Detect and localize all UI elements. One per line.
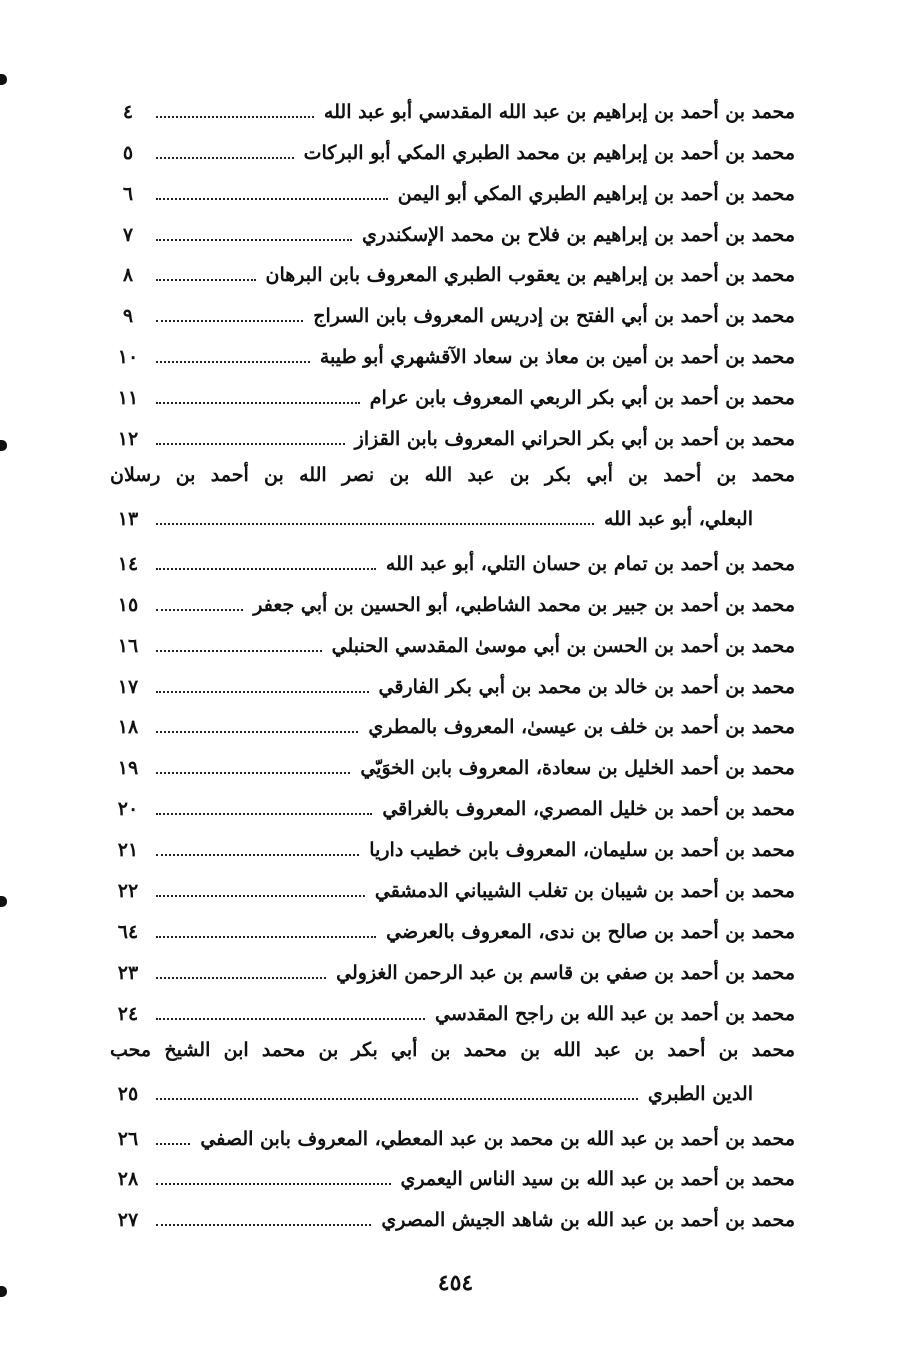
index-entry: [110, 168, 795, 209]
entry-title: محمد بن أحمد بن شيبان بن تغلب الشيباني الدمشقي: [374, 880, 795, 903]
index-entry: [110, 413, 795, 454]
dot-leader: [156, 568, 376, 570]
entry-title: محمد بن أحمد بن عبد الله بن سيد الناس اليعمري: [400, 1168, 795, 1191]
index-entry: [110, 331, 795, 372]
entry-title: محمد بن أحمد بن عبد الله بن راجح المقدسي: [435, 1002, 795, 1025]
entry-page-number: ٥: [122, 141, 134, 164]
entry-page-number: ٢٥: [117, 1082, 139, 1105]
entry-title: محمد بن أحمد بن إبراهيم بن محمد الطبري المكي أبو البركات: [303, 141, 795, 164]
entry-title-continuation: البعلي، أبو عبد الله: [603, 508, 753, 531]
index-entry: [110, 538, 795, 579]
index-entry: [110, 824, 795, 865]
dot-leader: [156, 320, 303, 322]
dot-leader: [156, 1224, 371, 1226]
dot-leader: [156, 523, 594, 525]
entry-page-number: ١١: [117, 387, 139, 410]
dot-leader: [156, 772, 350, 774]
dot-leader: [156, 854, 359, 856]
entry-title: محمد بن أحمد بن خليل المصري، المعروف بالغراقي: [382, 798, 795, 821]
entry-page-number: ١٠: [117, 346, 139, 369]
entry-continuation-row: [110, 494, 795, 534]
index-entry-list: [110, 86, 795, 1235]
entry-title: محمد بن أحمد بن إبراهيم الطبري المكي أبو اليمن: [397, 182, 795, 205]
entry-title: محمد بن أحمد بن أمين بن معاذ بن سعاد الآقشهري أبو طيبة: [319, 346, 795, 369]
entry-page-number: ١٤: [117, 552, 139, 575]
entry-title: محمد بن أحمد بن عبد الله بن محمد بن عبد المعطي، المعروف بابن الصفي: [200, 1127, 795, 1150]
entry-title: محمد بن أحمد بن تمام بن حسان التلي، أبو عبد الله: [385, 552, 795, 575]
dot-leader: [156, 1183, 391, 1185]
entry-title: محمد بن أحمد بن صفي بن قاسم بن عبد الرحمن الغزولي: [336, 961, 795, 984]
entry-page-number: ٢١: [117, 839, 139, 862]
entry-title: محمد بن أحمد بن جبير بن محمد الشاطبي، أبو الحسين بن أبي جعفر: [253, 593, 795, 616]
entry-title: محمد بن أحمد بن عبد الله بن محمد بن أبي بكر بن محمد ابن الشيخ محب: [110, 1038, 795, 1061]
entry-title: محمد بن أحمد بن خلف بن عيسىٰ، المعروف بالمطري: [368, 716, 795, 739]
entry-title: محمد بن أحمد بن إبراهيم بن فلاح بن محمد الإسكندري: [361, 223, 795, 246]
dot-leader: [156, 239, 352, 241]
entry-page-number: ١٨: [117, 716, 139, 739]
index-entry: [110, 454, 795, 538]
entry-title: محمد بن أحمد الخليل بن سعادة، المعروف بابن الخوَيّي: [360, 757, 795, 780]
entry-page-number: ١٥: [117, 593, 139, 616]
index-entry: [110, 1194, 795, 1235]
dot-leader: [156, 813, 372, 815]
entry-page-number: ٩: [122, 305, 134, 328]
entry-title: محمد بن أحمد بن أبي بكر الحراني المعروف بابن القزاز: [354, 428, 795, 451]
index-entry: [110, 1113, 795, 1154]
entry-page-number: ٢٣: [117, 961, 139, 984]
dot-leader: [156, 1098, 638, 1100]
entry-page-number: ١٩: [117, 757, 139, 780]
entry-title-continuation: الدين الطبري: [647, 1082, 753, 1105]
entry-page-number: ٦: [122, 182, 134, 205]
index-entry: [110, 947, 795, 988]
dot-leader: [156, 936, 376, 938]
entry-page-number: ١٣: [117, 508, 139, 531]
entry-page-number: ١٧: [117, 675, 139, 698]
entry-title: محمد بن أحمد بن إبراهيم بن عبد الله المقدسي أبو عبد الله: [323, 100, 795, 123]
index-entry: [110, 783, 795, 824]
entry-title: محمد بن أحمد بن عبد الله بن شاهد الجيش المصري: [381, 1209, 795, 1232]
dot-leader: [156, 157, 294, 159]
index-entry: [110, 1154, 795, 1195]
dot-leader: [156, 895, 365, 897]
entry-page-number: ٢٧: [117, 1209, 139, 1232]
entry-title: محمد بن أحمد بن الحسن بن أبي موسىٰ المقدسي الحنبلي: [331, 634, 795, 657]
scan-edge-mark: [0, 74, 7, 85]
entry-page-number: ١٢: [117, 428, 139, 451]
entry-title: محمد بن أحمد بن أبي بكر الربعي المعروف بابن عرام: [369, 387, 795, 410]
entry-page-number: ٧: [122, 223, 134, 246]
scan-edge-mark: [0, 440, 7, 451]
entry-title: محمد بن أحمد بن سليمان، المعروف بابن خطيب داريا: [369, 839, 795, 862]
dot-leader: [156, 402, 360, 404]
dot-leader: [156, 1143, 190, 1145]
dot-leader: [156, 650, 322, 652]
index-entry: [110, 620, 795, 661]
dot-leader: [156, 198, 388, 200]
index-entry: [110, 661, 795, 702]
entry-continuation-row: [110, 1069, 795, 1109]
entry-title: محمد بن أحمد بن إبراهيم بن يعقوب الطبري المعروف بابن البرهان: [265, 264, 795, 287]
index-entry: [110, 209, 795, 250]
entry-page-number: ٢٠: [117, 798, 139, 821]
dot-leader: [156, 1018, 425, 1020]
index-entry: [110, 250, 795, 291]
index-entry: [110, 290, 795, 331]
entry-page-number: ٢٤: [117, 1002, 139, 1025]
entry-page-number: ٢٨: [117, 1168, 139, 1191]
index-entry: [110, 988, 795, 1029]
entry-page-number: ٢٢: [117, 880, 139, 903]
scan-edge-mark: [0, 896, 7, 907]
entry-page-number: ٨: [122, 264, 134, 287]
entry-title: محمد بن أحمد بن أبي بكر بن عبد الله بن نصر الله بن أحمد بن رسلان: [110, 464, 795, 487]
dot-leader: [156, 731, 358, 733]
dot-leader: [156, 977, 326, 979]
entry-page-number: ٢٦: [117, 1127, 139, 1150]
index-entry: [110, 906, 795, 947]
index-entry: [110, 372, 795, 413]
index-entry: [110, 1029, 795, 1113]
index-entry: [110, 702, 795, 743]
entry-title: محمد بن أحمد بن خالد بن محمد بن أبي بكر الفارقي: [378, 675, 795, 698]
index-entry: [110, 86, 795, 127]
dot-leader: [156, 116, 314, 118]
index-entry: [110, 579, 795, 620]
entry-title: محمد بن أحمد بن صالح بن ندى، المعروف بالعرضي: [386, 920, 795, 943]
dot-leader: [156, 609, 243, 611]
index-entry: [110, 742, 795, 783]
entry-title: محمد بن أحمد بن أبي الفتح بن إدريس المعروف بابن السراج: [313, 305, 795, 328]
dot-leader: [156, 443, 345, 445]
entry-page-number: ٦٤: [117, 920, 139, 943]
index-entry: [110, 127, 795, 168]
entry-page-number: ٤: [122, 100, 134, 123]
index-entry: [110, 865, 795, 906]
entry-page-number: ١٦: [117, 634, 139, 657]
dot-leader: [156, 279, 256, 281]
dot-leader: [156, 691, 369, 693]
dot-leader: [156, 361, 310, 363]
page-number: ٤٥٤: [437, 1270, 474, 1296]
